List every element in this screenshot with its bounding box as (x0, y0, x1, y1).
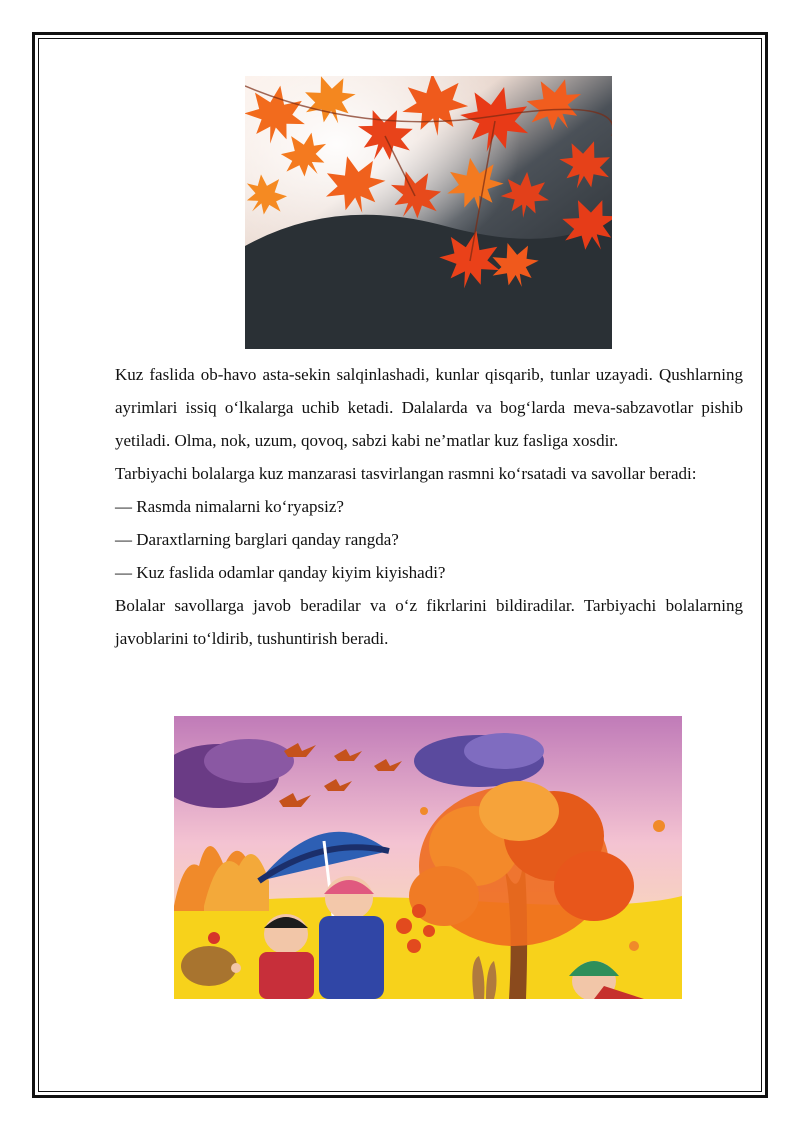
paragraph-children-answer: Bolalar savollarga javob beradilar va o‘z fikrlarini bildiradilar. Tarbiyachi bolalarning javoblarini to‘ldirib, tushuntirish beradi. (115, 596, 743, 648)
paragraph-teacher-shows: Tarbiyachi bolalarga kuz manzarasi tasvirlangan rasmni ko‘rsatadi va savollar beradi: (115, 464, 697, 483)
paragraph-autumn-description: Kuz faslida ob-havo asta-sekin salqinlashadi, kunlar qisqarib, tunlar uzayadi. Qushlarning ayrimlari issiq o‘lkalarga uchib ketadi. Dalalarda va bog‘larda meva-sabzavotlar pishib yetiladi. Olma, nok, uzum, qovoq, sabzi kabi ne’matlar kuz fasliga xosdir. (115, 365, 743, 450)
question-3: — Kuz faslida odamlar qanday kiyim kiyishadi? (115, 563, 446, 582)
question-1: — Rasmda nimalarni ko‘ryapsiz? (115, 497, 344, 516)
text-content (115, 358, 743, 655)
autumn-leaves-photo (245, 76, 612, 349)
autumn-children-illustration (174, 716, 682, 999)
question-2: — Daraxtlarning barglari qanday rangda? (115, 530, 399, 549)
